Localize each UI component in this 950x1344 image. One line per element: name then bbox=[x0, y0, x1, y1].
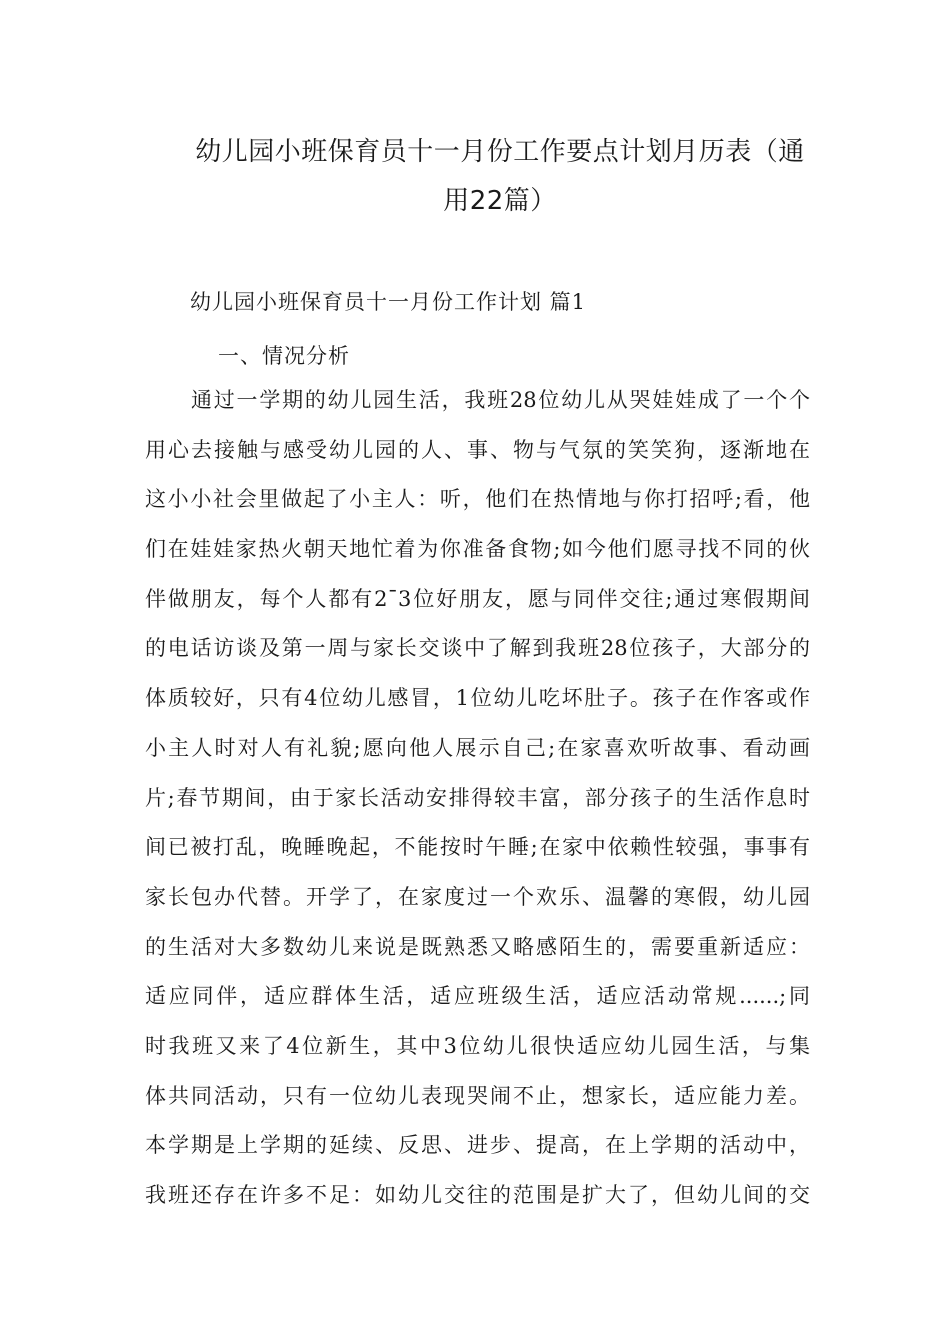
section-heading: 一、情况分析 bbox=[218, 344, 350, 368]
body-line: 片;春节期间，由于家长活动安排得较丰富，部分孩子的生活作息时 bbox=[145, 785, 810, 810]
document-title-line-2: 用22篇） bbox=[443, 186, 557, 216]
document-title-line-1: 幼儿园小班保育员十一月份工作要点计划月历表（通 bbox=[195, 137, 805, 167]
body-line: 体质较好，只有4位幼儿感冒，1位幼儿吃坏肚子。孩子在作客或作 bbox=[145, 686, 810, 711]
body-line: 小主人时对人有礼貌;愿向他人展示自己;在家喜欢听故事、看动画 bbox=[145, 735, 810, 760]
body-line: 间已被打乱，晚睡晚起，不能按时午睡;在家中依赖性较强，事事有 bbox=[145, 835, 810, 860]
body-line: 我班还存在许多不足：如幼儿交往的范围是扩大了，但幼儿间的交 bbox=[145, 1183, 810, 1207]
body-line: 通过一学期的幼儿园生活，我班28位幼儿从哭娃娃成了一个个 bbox=[191, 388, 810, 412]
body-line: 这小小社会里做起了小主人：听，他们在热情地与你打招呼;看，他 bbox=[145, 487, 810, 512]
body-line: 适应同伴，适应群体生活，适应班级生活，适应活动常规......;同 bbox=[145, 984, 810, 1009]
body-line: 们在娃娃家热火朝天地忙着为你准备食物;如今他们愿寻找不同的伙 bbox=[145, 537, 810, 562]
body-line: 本学期是上学期的延续、反思、进步、提高，在上学期的活动中， bbox=[145, 1133, 810, 1158]
body-line: 用心去接触与感受幼儿园的人、事、物与气氛的笑笑狗，逐渐地在 bbox=[145, 437, 810, 462]
body-line: 体共同活动，只有一位幼儿表现哭闹不止，想家长，适应能力差。 bbox=[145, 1083, 810, 1108]
body-line: 的电话访谈及第一周与家长交谈中了解到我班28位孩子，大部分的 bbox=[145, 636, 810, 661]
body-line: 家长包办代替。开学了，在家度过一个欢乐、温馨的寒假，幼儿园 bbox=[145, 884, 810, 909]
body-line: 的生活对大多数幼儿来说是既熟悉又略感陌生的，需要重新适应： bbox=[145, 934, 810, 959]
article-subtitle: 幼儿园小班保育员十一月份工作计划 篇1 bbox=[190, 290, 587, 314]
body-paragraph bbox=[145, 376, 810, 1221]
body-line: 时我班又来了4位新生，其中3位幼儿很快适应幼儿园生活，与集 bbox=[145, 1033, 810, 1058]
body-line: 伴做朋友，每个人都有2¯3位好朋友，愿与同伴交往;通过寒假期间 bbox=[145, 586, 810, 611]
